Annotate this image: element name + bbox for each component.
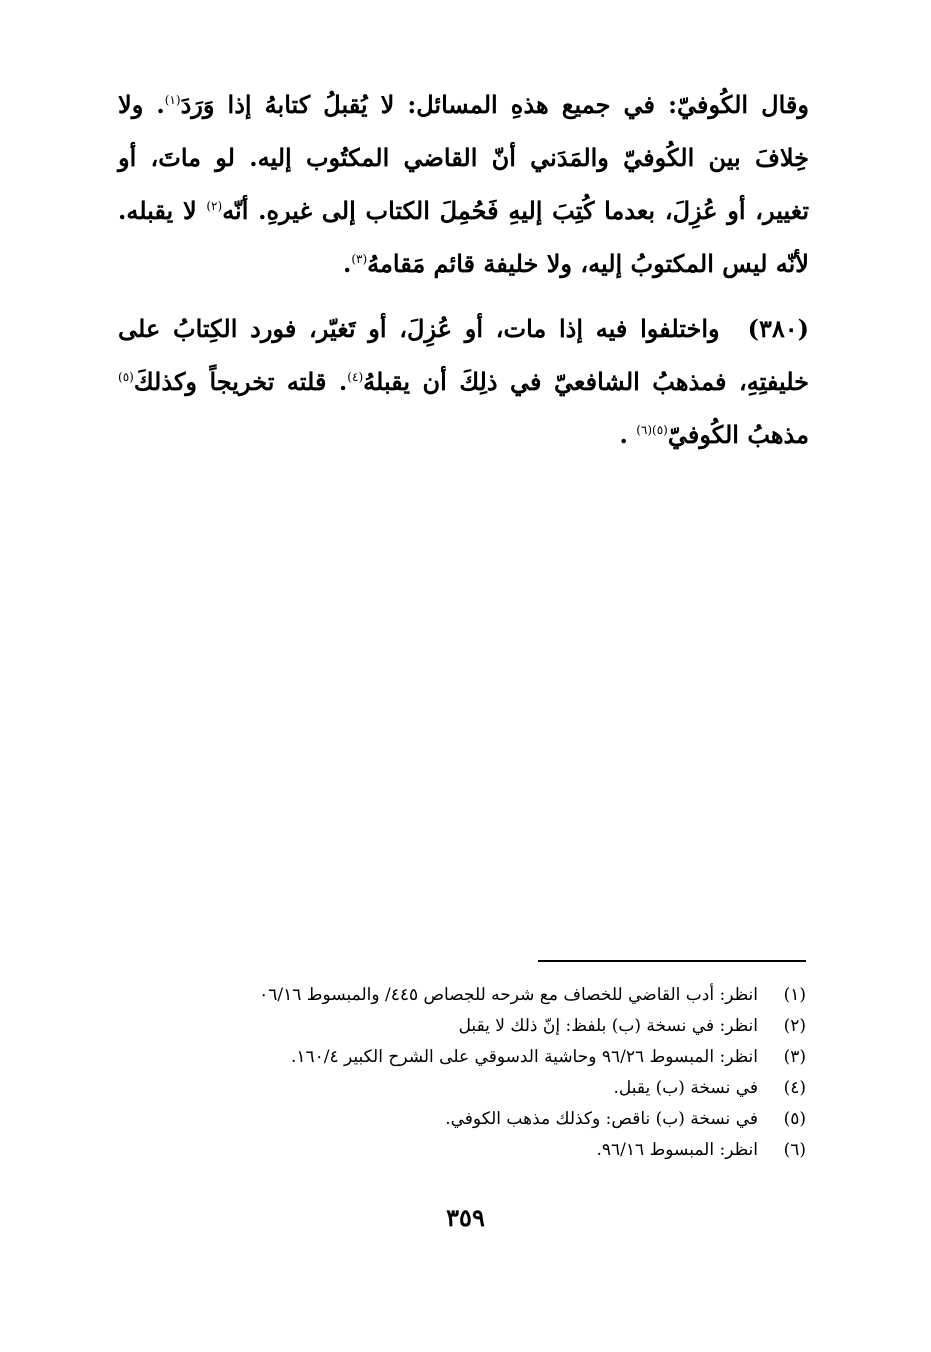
footnote-text: انظر: في نسخة (ب) بلفظ: إنّ ذلك لا يقبل bbox=[458, 1016, 758, 1036]
paragraph-1-end: . bbox=[342, 249, 352, 278]
footnote-3 bbox=[180, 1042, 806, 1073]
footnote-text: في نسخة (ب) يقبل. bbox=[613, 1078, 758, 1098]
footnote-number: (٥) bbox=[783, 1109, 806, 1129]
footnote-5 bbox=[180, 1104, 806, 1135]
footnote-number: (١) bbox=[783, 985, 806, 1005]
paragraph-2-sentence-2: . قلته تخريجاً وكذلكَ bbox=[133, 367, 348, 396]
footnote-6 bbox=[180, 1135, 806, 1166]
footnote-marker-5b: (٥) bbox=[652, 423, 668, 437]
paragraph-1 bbox=[118, 78, 809, 290]
paragraph-2-end: . bbox=[619, 420, 637, 449]
footnotes bbox=[180, 980, 806, 1166]
footnote-4 bbox=[180, 1073, 806, 1104]
paragraph-1-sentence-2: . ولا خِلافَ بين الكُوفيّ والمَدَني أنّ القاضي المكتُوب إليه. لو ماتَ، أو تغيير، أو عُزِلَ، بعدما كُتِبَ إليهِ فَحُمِلَ الكتاب إلى غيرهِ. أنّه bbox=[118, 90, 809, 225]
footnote-text: انظر: المبسوط ٩٦/١٦. bbox=[596, 1140, 758, 1160]
footnote-marker-1: (١) bbox=[164, 93, 181, 107]
footnote-number: (٢) bbox=[783, 1016, 806, 1036]
footnote-separator bbox=[538, 960, 806, 962]
page-number: ٣٥٩ bbox=[446, 1203, 485, 1232]
paragraph-1-sentence-1: وقال الكُوفيّ: في جميع هذهِ المسائل: لا يُقبلُ كتابهُ إذا وَرَدَ bbox=[180, 90, 809, 119]
footnote-text: انظر: المبسوط ٩٦/٢٦ وحاشية الدسوقي على الشرح الكبير ١٦٠/٤. bbox=[290, 1047, 758, 1067]
main-text bbox=[118, 78, 809, 473]
footnote-number: (٤) bbox=[783, 1078, 806, 1098]
footnote-number: (٣) bbox=[783, 1047, 806, 1067]
footnote-1 bbox=[180, 980, 806, 1011]
paragraph-1-sentence-3: لا يقبله. لأنّه ليس المكتوبُ إليه، ولا خليفة قائم مَقامهُ bbox=[118, 196, 809, 278]
footnote-text: في نسخة (ب) ناقص: وكذلك مذهب الكوفي. bbox=[445, 1109, 758, 1129]
footnote-marker-3: (٣) bbox=[351, 252, 368, 266]
paragraph-2-sentence-3: مذهبُ الكُوفيّ bbox=[667, 420, 809, 449]
footnote-marker-2: (٢) bbox=[206, 199, 223, 213]
footnote-2 bbox=[180, 1011, 806, 1042]
footnote-marker-5a: (٥) bbox=[118, 370, 134, 384]
paragraph-number: (٣٨٠) bbox=[747, 314, 809, 343]
footnote-marker-6: (٦) bbox=[636, 423, 653, 437]
footnote-marker-4: (٤) bbox=[347, 370, 364, 384]
paragraph-2-sentence-1: واختلفوا فيه إذا مات، أو عُزِلَ، أو تَغيّر، فورد الكِتابُ على خليفتِهِ، فمذهبُ الشافعيّ في ذلِكَ أن يقبلهُ bbox=[118, 314, 810, 396]
paragraph-2 bbox=[118, 302, 809, 461]
footnote-number: (٦) bbox=[783, 1140, 806, 1160]
footnote-text: انظر: أدب القاضي للخصاف مع شرحه للجصاص ٤٤٥/ والمبسوط ٠٦/١٦ bbox=[259, 985, 758, 1005]
